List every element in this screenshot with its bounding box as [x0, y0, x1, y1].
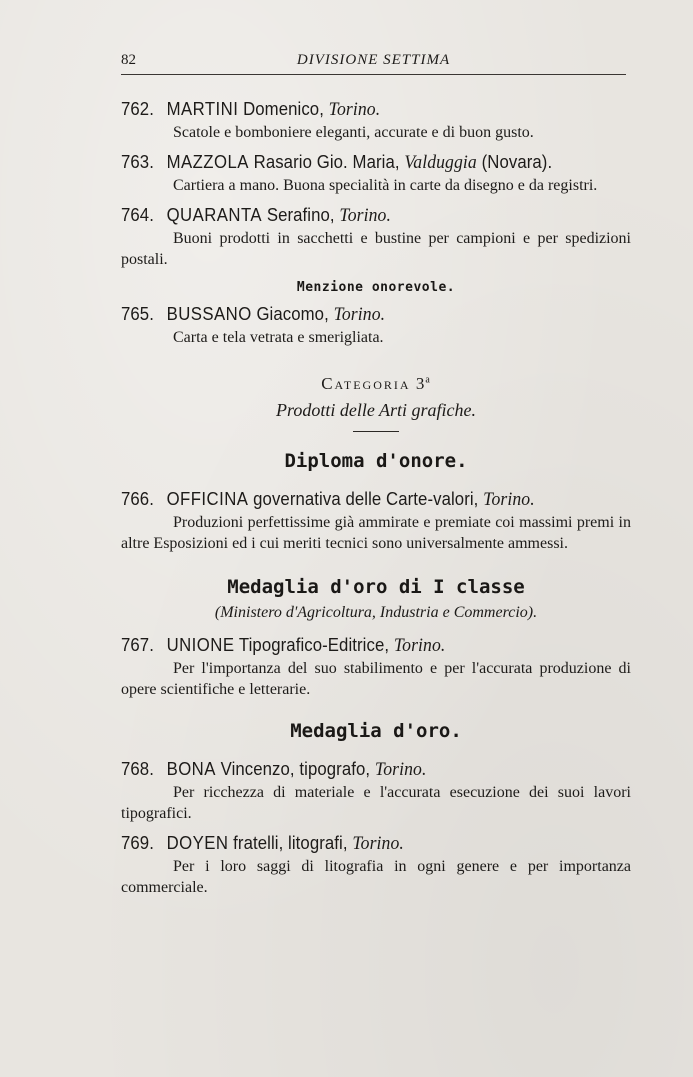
entry-head — [121, 830, 595, 857]
entry-description-text: Scatole e bomboniere eleganti, accurate e di buon gusto. — [173, 124, 534, 141]
entry-number: 762. — [121, 99, 154, 119]
entry-surname: MAZZOLA — [166, 152, 249, 172]
entries-group-c — [121, 486, 631, 554]
entry-description-text: Per ricchezza di materiale e l'accurata esecuzione dei suoi lavori tipografici. — [121, 784, 631, 822]
entry-given-name: Serafino, — [262, 205, 340, 225]
running-head: DIVISIONE SETTIMA — [296, 52, 451, 68]
entry-given-name: Vincenzo, tipografo, — [215, 759, 375, 779]
entry-number: 764. — [121, 205, 154, 225]
catalog-entry — [121, 202, 631, 270]
entry-description — [121, 856, 631, 898]
page-content — [121, 96, 631, 904]
entry-description — [121, 658, 631, 700]
entry-number: 765. — [121, 304, 154, 324]
entry-head — [121, 202, 595, 229]
entry-number: 766. — [121, 489, 154, 509]
catalog-entry — [121, 756, 631, 824]
entry-number: 768. — [121, 759, 154, 779]
entry-given-name: fratelli, litografi, — [228, 833, 353, 853]
entry-head — [121, 301, 595, 328]
page-header — [121, 52, 626, 75]
entry-place: Torino. — [352, 833, 404, 854]
entry-head — [121, 756, 595, 783]
catalog-entry — [121, 149, 631, 196]
catalog-entry — [121, 301, 631, 348]
entry-description-text: Per l'importanza del suo stabilimento e per l'accurata produzione di opere scientifiche e letterarie. — [121, 660, 631, 698]
entry-head — [121, 149, 595, 176]
catalog-entry — [121, 830, 631, 898]
entry-description — [121, 175, 631, 196]
entry-description-text: Cartiera a mano. Buona specialità in carte da disegno e da registri. — [173, 177, 598, 194]
section-rule — [353, 431, 399, 432]
entry-given-name: Giacomo, — [251, 304, 334, 324]
entry-number: 769. — [121, 833, 154, 853]
entry-place: Valduggia — [404, 152, 477, 173]
entry-place: Torino. — [374, 759, 427, 780]
entry-place: Torino. — [339, 205, 391, 226]
diploma-heading: Diploma d'onore. — [284, 450, 468, 472]
entry-place: Torino. — [328, 99, 381, 120]
menzione-heading: Menzione onorevole. — [296, 280, 456, 295]
entry-description-text: Produzioni perfettissime già ammirate e premiate coi massimi premi in altre Esposizioni ed i cui meriti tecnici sono universalmente ammessi. — [121, 514, 631, 552]
entry-head — [121, 632, 595, 659]
entry-description — [121, 512, 631, 554]
medaglia-oro-1-heading: Medaglia d'oro di I classe — [227, 576, 525, 598]
entry-place: Torino. — [393, 635, 446, 656]
entry-number: 763. — [121, 152, 154, 172]
entry-place: Torino. — [333, 304, 386, 325]
medaglia-oro-heading: Medaglia d'oro. — [290, 720, 462, 742]
entry-description — [121, 782, 631, 824]
entry-number: 767. — [121, 635, 154, 655]
entry-given-name: governativa delle Carte-valori, — [248, 489, 484, 509]
catalog-entry — [121, 96, 631, 143]
category-heading — [121, 374, 631, 394]
category-sup: a — [425, 374, 431, 386]
entry-surname: DOYEN — [166, 833, 229, 853]
entry-given-name: Domenico, — [238, 99, 329, 119]
entry-description — [121, 228, 631, 270]
catalog-entry — [121, 486, 631, 554]
entry-surname: BUSSANO — [166, 304, 252, 324]
entry-surname: UNIONE — [166, 635, 235, 655]
entry-place-suffix: (Novara). — [476, 152, 553, 172]
ministero-note: (Ministero d'Agricoltura, Industria e Commercio). — [214, 604, 538, 621]
entry-surname: MARTINI — [166, 99, 239, 119]
entry-description — [121, 327, 631, 348]
entry-given-name: Rasario Gio. Maria, — [248, 152, 405, 172]
entry-surname: QUARANTA — [166, 205, 263, 225]
entry-surname: BONA — [166, 759, 216, 779]
catalog-entry — [121, 632, 631, 700]
entry-place: Torino. — [483, 489, 535, 510]
entry-head — [121, 96, 595, 123]
entries-group-b — [121, 301, 631, 348]
category-label: Categoria — [321, 374, 411, 393]
entries-group-e — [121, 756, 631, 898]
entry-description-text: Carta e tela vetrata e smerigliata. — [173, 329, 384, 346]
category-number: 3 — [415, 374, 426, 393]
entry-surname: OFFICINA — [166, 489, 249, 509]
entries-group-a — [121, 96, 631, 270]
entry-description-text: Per i loro saggi di litografia in ogni genere e per importanza commerciale. — [121, 858, 631, 896]
entry-head — [121, 486, 595, 513]
entry-description-text: Buoni prodotti in sacchetti e bustine per campioni e per spedizioni postali. — [121, 230, 631, 268]
entry-given-name: Tipografico-Editrice, — [234, 635, 394, 655]
page-number: 82 — [121, 52, 136, 68]
category-subtitle: Prodotti delle Arti grafiche. — [276, 400, 476, 420]
entries-group-d — [121, 632, 631, 700]
entry-description — [121, 122, 631, 143]
